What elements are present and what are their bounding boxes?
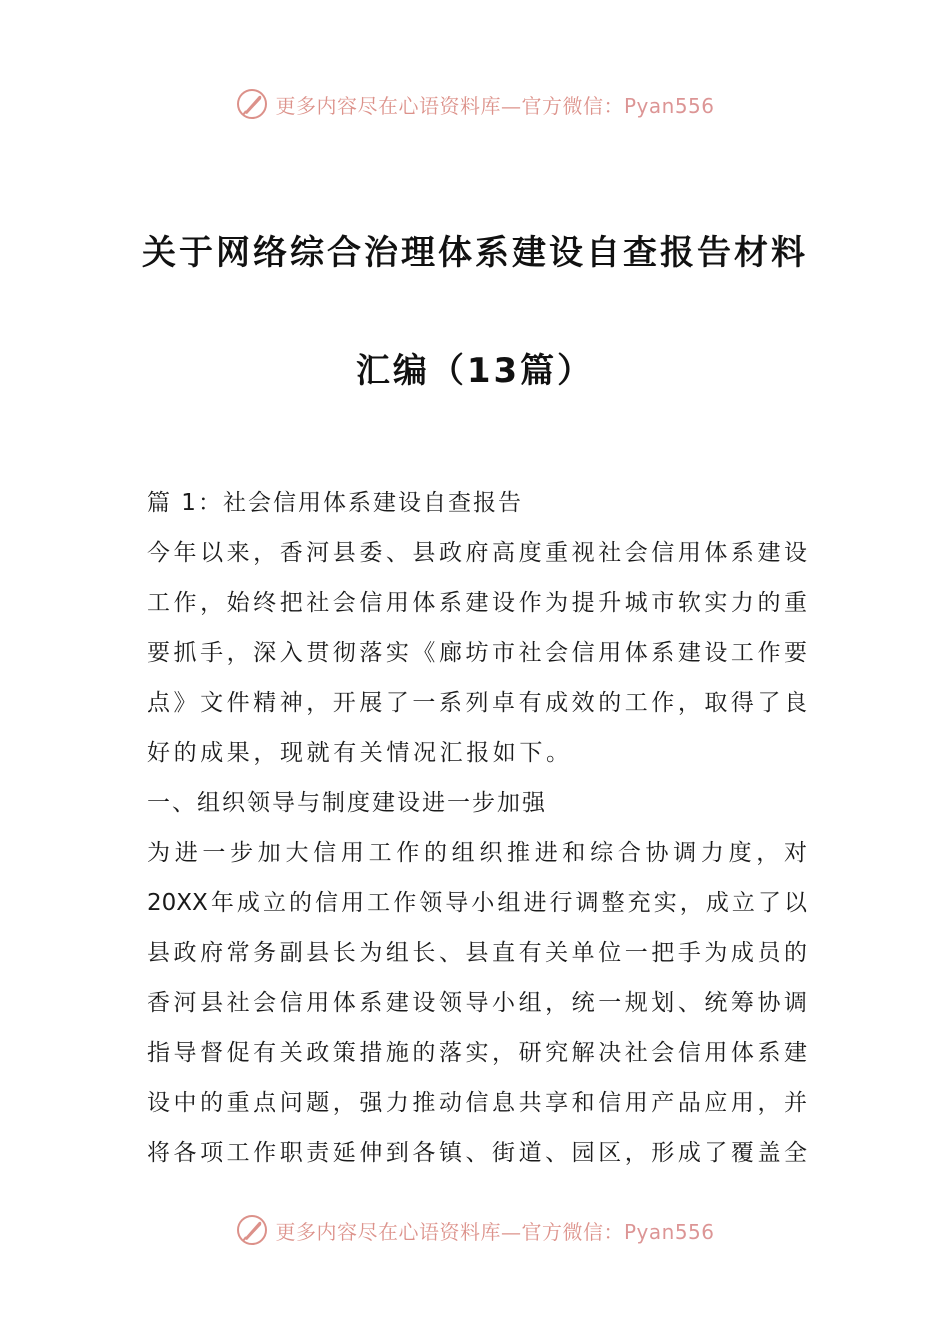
watermark-text	[275, 1216, 714, 1245]
section-title: 篇 1：社会信用体系建设自查报告	[147, 490, 523, 516]
quill-logo-icon	[235, 87, 269, 121]
paragraph-line: 点》文件精神，开展了一系列卓有成效的工作，取得了良	[147, 690, 807, 716]
paragraph-line: 设中的重点问题，强力推动信息共享和信用产品应用，并	[147, 1090, 807, 1116]
paragraph-line: 20XX年成立的信用工作领导小组进行调整充实，成立了以	[147, 890, 807, 916]
document-title-line-2: 汇编（13篇）	[355, 351, 595, 391]
paragraph-line: 县政府常务副县长为组长、县直有关单位一把手为成员的	[147, 940, 807, 966]
watermark-text	[275, 90, 714, 119]
document-body	[147, 478, 807, 1178]
paragraph-line: 要抓手，深入贯彻落实《廊坊市社会信用体系建设工作要	[147, 640, 807, 666]
watermark-wechat-id: Pyan556	[623, 1219, 715, 1244]
watermark-wechat-id: Pyan556	[623, 93, 715, 118]
document-title-line-1: 关于网络综合治理体系建设自查报告材料	[142, 233, 808, 273]
watermark-header	[0, 84, 950, 124]
paragraph-line: 为进一步加大信用工作的组织推进和综合协调力度，对	[147, 840, 807, 866]
paragraph-line: 指导督促有关政策措施的落实，研究解决社会信用体系建	[147, 1040, 807, 1066]
quill-logo-icon	[235, 1213, 269, 1247]
subheading: 一、组织领导与制度建设进一步加强	[147, 790, 547, 816]
watermark-label: 更多内容尽在心语资料库—官方微信：	[275, 1219, 624, 1244]
watermark-label: 更多内容尽在心语资料库—官方微信：	[275, 93, 624, 118]
paragraph-line: 今年以来，香河县委、县政府高度重视社会信用体系建设	[147, 540, 807, 566]
paragraph-line: 香河县社会信用体系建设领导小组，统一规划、统筹协调	[147, 990, 807, 1016]
watermark-footer	[0, 1210, 950, 1250]
paragraph-line: 将各项工作职责延伸到各镇、街道、园区，形成了覆盖全	[147, 1140, 807, 1166]
paragraph-line: 好的成果，现就有关情况汇报如下。	[147, 740, 573, 766]
paragraph-line: 工作，始终把社会信用体系建设作为提升城市软实力的重	[147, 590, 807, 616]
